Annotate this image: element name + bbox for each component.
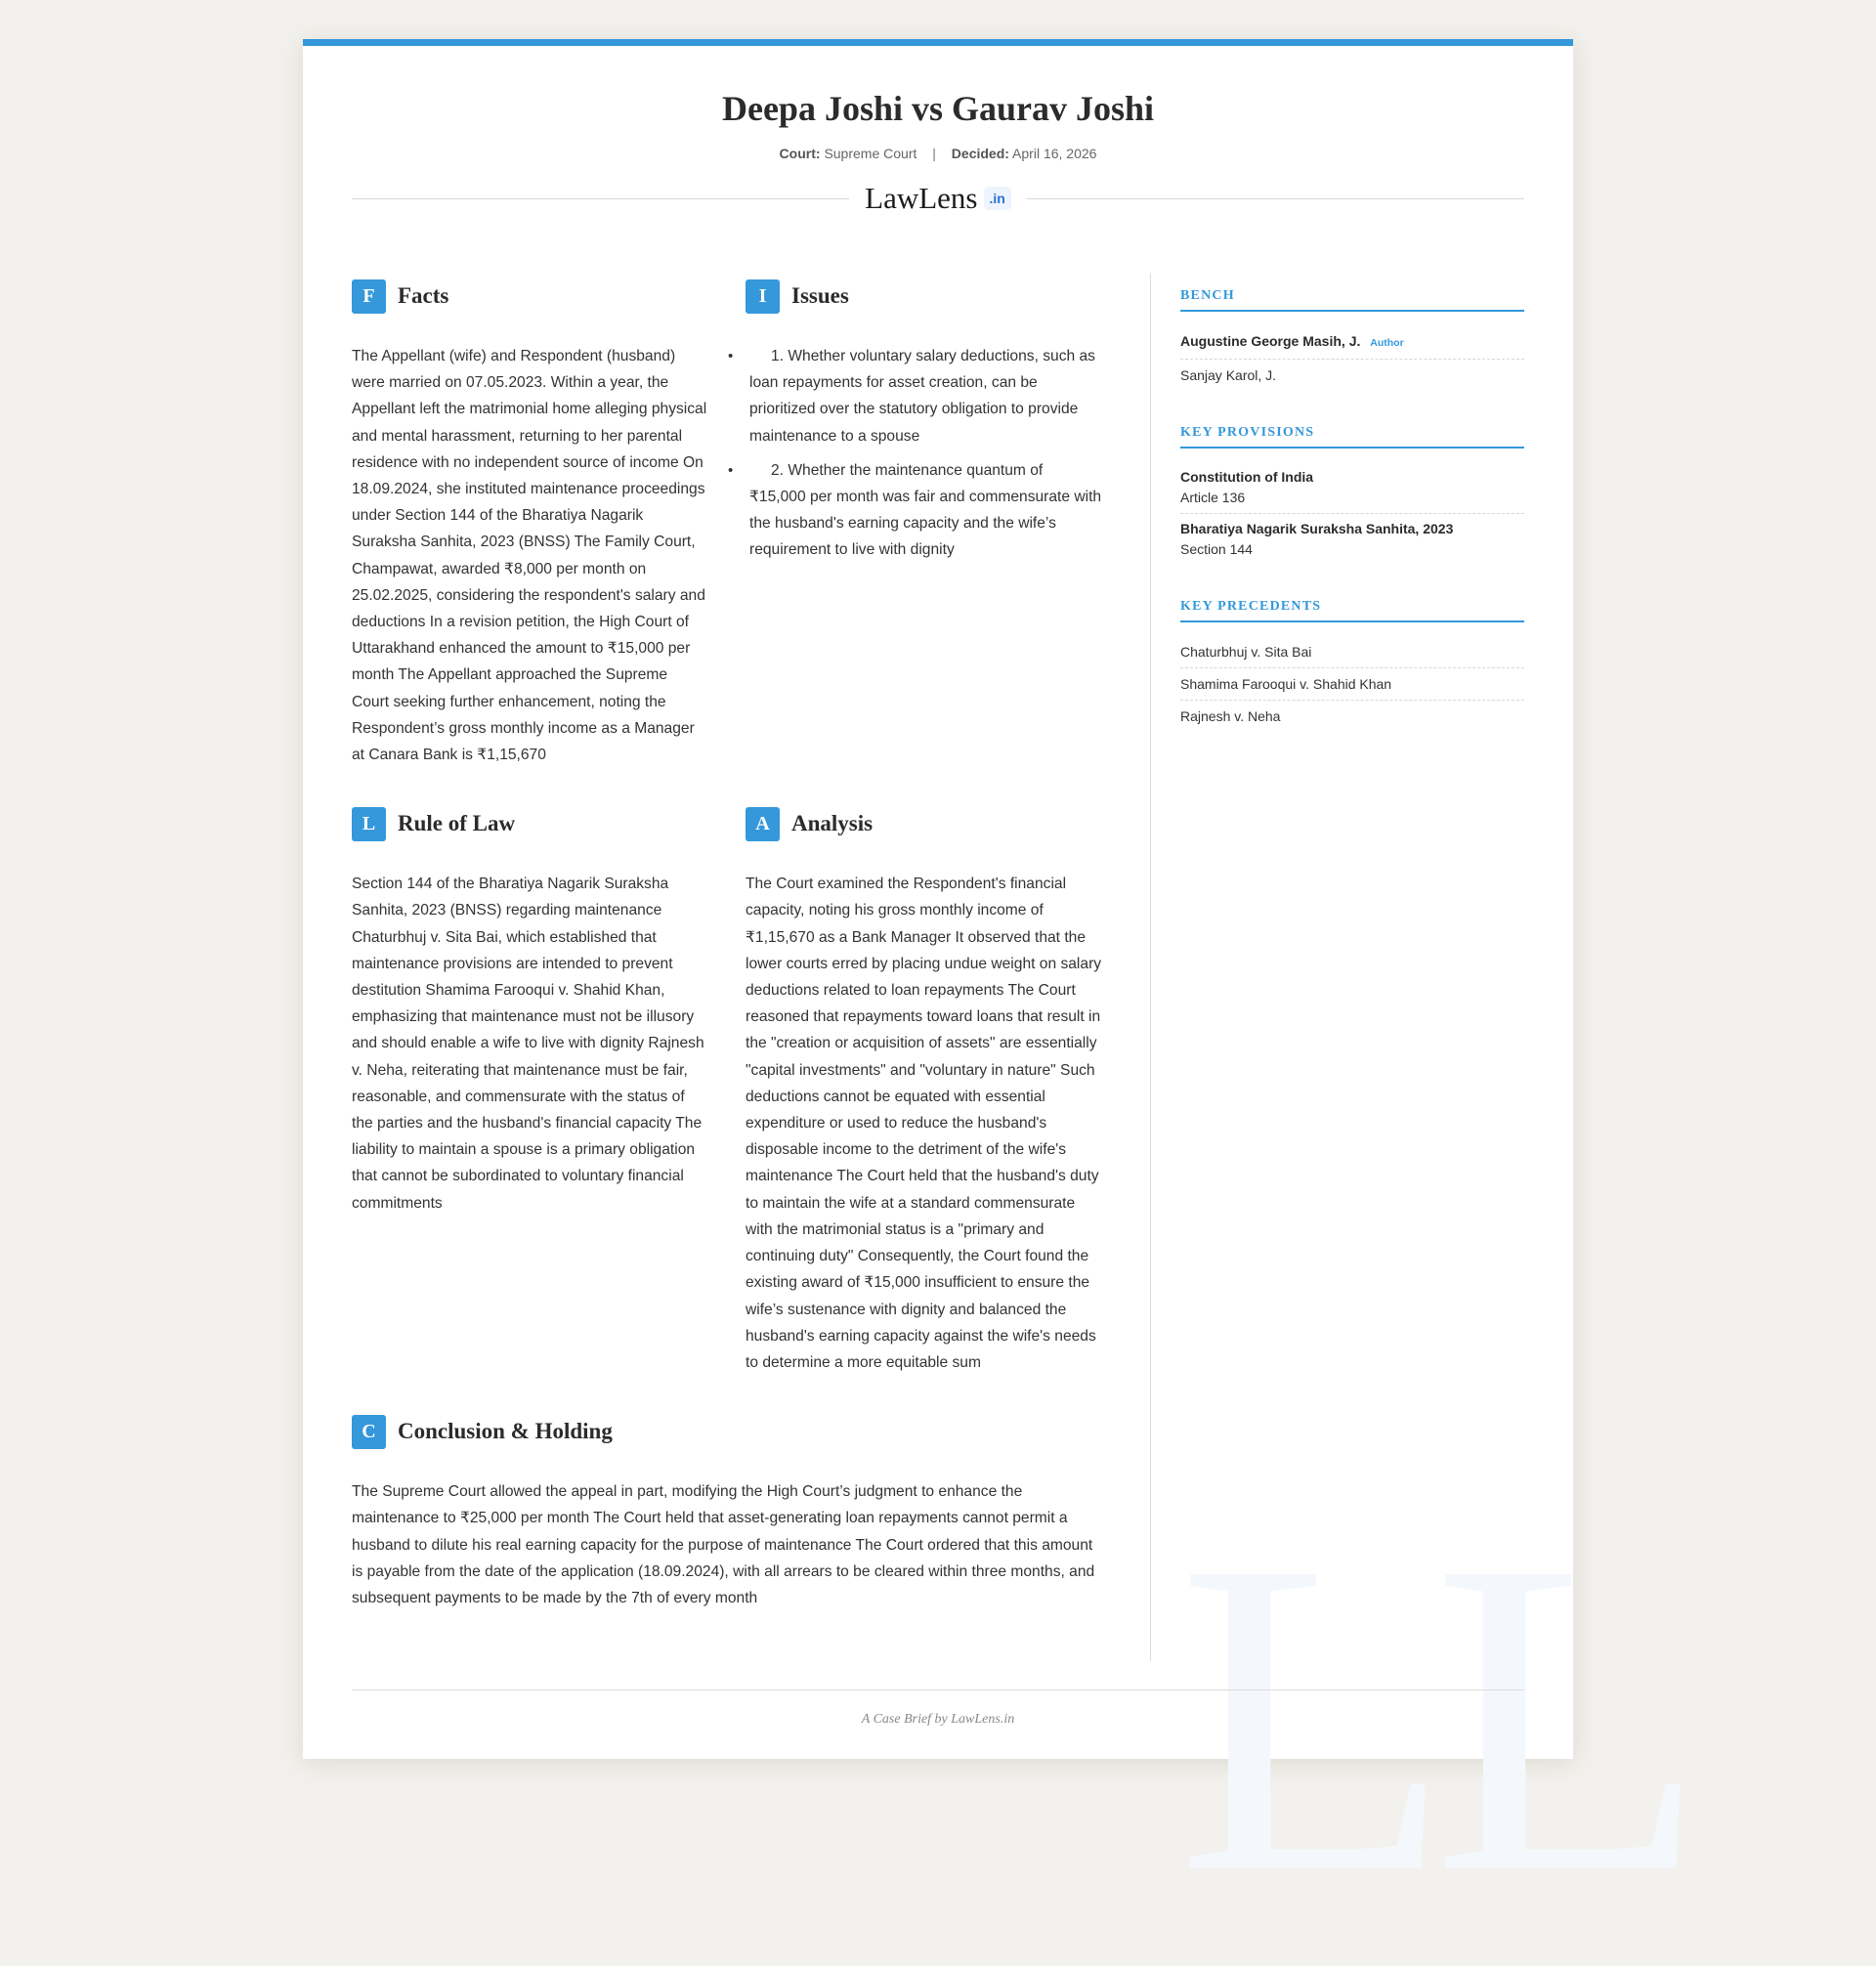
precedent-item: Rajnesh v. Neha <box>1180 708 1281 724</box>
analysis-heading: Analysis <box>791 811 874 836</box>
judge-item <box>1180 360 1524 391</box>
provision-section: Section 144 <box>1180 541 1253 557</box>
section-conclusion <box>352 1414 1104 1611</box>
decided-value: April 16, 2026 <box>1012 146 1097 161</box>
brief-header <box>303 46 1573 218</box>
court-label: Court: <box>779 146 821 161</box>
analysis-badge-icon: A <box>746 807 780 841</box>
section-issues <box>746 266 1102 768</box>
provision-section: Article 136 <box>1180 490 1246 505</box>
facts-badge-icon: F <box>352 279 386 314</box>
watermark-logo: LL <box>1177 1468 1687 1966</box>
precedent-item: Shamima Farooqui v. Shahid Khan <box>1180 668 1524 701</box>
rule-text: Section 144 of the Bharatiya Nagarik Suraksha Sanhita, 2023 (BNSS) regarding maintenance Chaturbhuj v. Sita Bai, which established that maintenance provisions are intended to prevent destitution Shamima Farooqui v. Shahid Khan, emphasizing that maintenance must not be illusory and should enable a wife to live with dignity Rajnesh v. Neha, reiterating that maintenance must be fair, reasonable, and commensurate with the status of the parties and the husband's financial capacity The liability to maintain a spouse is a primary obligation that cannot be subordinated to voluntary financial commitments <box>352 876 704 1212</box>
brand-name: LawLens <box>865 181 978 215</box>
precedents-heading: KEY PRECEDENTS <box>1180 599 1524 622</box>
brand-divider <box>352 179 1524 218</box>
brand-logo[interactable] <box>849 181 1027 216</box>
provisions-block <box>1180 425 1524 565</box>
issues-list <box>746 343 1102 564</box>
conclusion-badge-icon: C <box>352 1415 386 1449</box>
brand-tld-badge: .in <box>984 187 1011 210</box>
precedent-item: Chaturbhuj v. Sita Bai <box>1180 636 1524 668</box>
conclusion-heading: Conclusion & Holding <box>398 1419 613 1444</box>
brief-footer <box>352 1689 1524 1728</box>
section-facts <box>352 266 708 768</box>
issues-badge-icon: I <box>746 279 780 314</box>
bench-block <box>1180 288 1524 391</box>
issue-item: • 1. Whether voluntary salary deductions, such as loan repayments for asset creation, can be prioritized over the statutory obligation to provide maintenance to a spouse <box>749 343 1102 449</box>
section-rule-of-law <box>352 793 708 1376</box>
provision-item <box>1180 462 1524 514</box>
precedents-block <box>1180 599 1524 732</box>
judge-name: Sanjay Karol, J. <box>1180 367 1277 383</box>
author-tag: Author <box>1370 337 1404 349</box>
case-title: Deepa Joshi vs Gaurav Joshi <box>721 89 1155 128</box>
rule-badge-icon: L <box>352 807 386 841</box>
case-meta <box>303 146 1573 161</box>
footer-credit: A Case Brief by LawLens.in <box>861 1712 1015 1727</box>
case-brief-page <box>303 39 1687 1966</box>
judge-item <box>1180 325 1524 360</box>
section-analysis <box>746 793 1102 1376</box>
court-value: Supreme Court <box>824 146 917 161</box>
decided-label: Decided: <box>951 146 1009 161</box>
conclusion-text: The Supreme Court allowed the appeal in part, modifying the High Court’s judgment to enhance the maintenance to ₹25,000 per month The Court held that asset-generating loan repayments cannot permit a husband to dilute his real earning capacity for the purpose of maintenance The Court ordered that this amount is payable from the date of the application (18.09.2024), with all arrears to be cleared within three months, and subsequent payments to be made by the 7th of every month <box>352 1483 1095 1606</box>
provision-item <box>1180 514 1524 565</box>
bench-heading: BENCH <box>1180 288 1524 312</box>
brief-content <box>352 266 1104 1637</box>
facts-heading: Facts <box>398 283 449 308</box>
issue-item: • 2. Whether the maintenance quantum of ₹15,000 per month was fair and commensurate with the husband's earning capacity and the wife’s requirement to live with dignity <box>749 457 1102 564</box>
judge-name: Augustine George Masih, J. <box>1180 333 1361 349</box>
sidebar <box>1180 288 1524 766</box>
facts-text: The Appellant (wife) and Respondent (husband) were married on 07.05.2023. Within a year, the Appellant left the matrimonial home alleging physical and mental harassment, returning to her parental residence with no independent source of income On 18.09.2024, she instituted maintenance proceedings under Section 144 of the Bharatiya Nagarik Suraksha Sanhita, 2023 (BNSS) The Family Court, Champawat, awarded ₹8,000 per month on 25.02.2025, considering the respondent's salary and deductions In a revision petition, the High Court of Uttarakhand enhanced the amount to ₹15,000 per month The Appellant approached the Supreme Court seeking further enhancement, noting the Respondent’s gross monthly income as a Manager at Canara Bank is ₹1,15,670 <box>352 348 707 764</box>
analysis-text: The Court examined the Respondent's financial capacity, noting his gross monthly income of ₹1,15,670 as a Bank Manager It observed that the lower courts erred by placing undue weight on salary deductions related to loan repayments The Court reasoned that repayments toward loans that result in the "creation or acquisition of assets" are essentially "capital investments" and "voluntary in nature" Such deductions cannot be equated with essential expenditure or used to reduce the husband's disposable income to the detriment of the wife's maintenance The Court held that the husband's duty to maintain the wife at a standard commensurate with the matrimonial status is a "primary and continuing duty" Consequently, the Court found the existing award of ₹15,000 insufficient to ensure the wife’s sustenance with dignity and balanced the husband's earning capacity against the wife's needs to determine a more equitable sum <box>746 876 1102 1371</box>
column-divider <box>1150 274 1151 1661</box>
meta-separator: | <box>932 146 936 161</box>
provision-act: Constitution of India <box>1180 469 1314 485</box>
provisions-heading: KEY PROVISIONS <box>1180 425 1524 449</box>
issues-heading: Issues <box>791 283 849 308</box>
rule-heading: Rule of Law <box>398 811 516 836</box>
provision-act: Bharatiya Nagarik Suraksha Sanhita, 2023 <box>1180 521 1454 536</box>
